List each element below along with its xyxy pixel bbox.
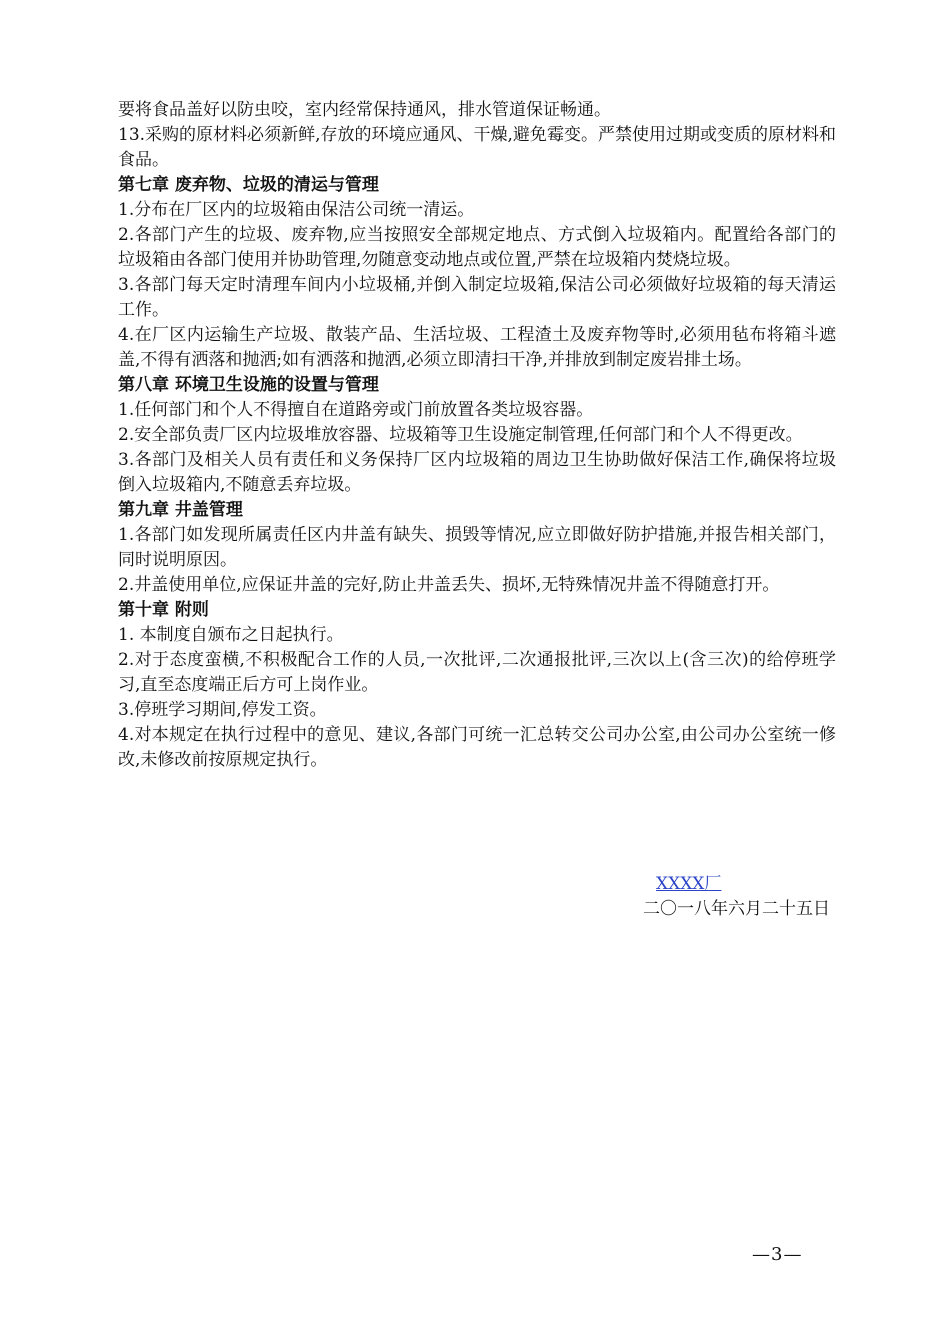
company-name: XXXX厂 xyxy=(656,874,722,894)
paragraph: 要将食品盖好以防虫咬，室内经常保持通风，排水管道保证畅通。 xyxy=(118,100,611,120)
chapter-heading: 第八章 环境卫生设施的设置与管理 xyxy=(118,375,379,395)
page-number: —3— xyxy=(752,1244,803,1265)
chapter-8 xyxy=(118,373,836,498)
paragraph: 3.各部门及相关人员有责任和义务保持厂区内垃圾箱的周边卫生协助做好保洁工作,确保将垃圾倒入垃圾箱内,不随意丢弃垃圾。 xyxy=(118,450,836,495)
chapter-9 xyxy=(118,498,836,598)
paragraph: 2.对于态度蛮横,不积极配合工作的人员,一次批评,二次通报批评,三次以上(含三次)的给停班学习,直至态度端正后方可上岗作业。 xyxy=(118,650,836,695)
paragraph: 2.各部门产生的垃圾、废弃物,应当按照安全部规定地点、方式倒入垃圾箱内。配置给各部门的垃圾箱由各部门使用并协助管理,勿随意变动地点或位置,严禁在垃圾箱内焚烧垃圾。 xyxy=(118,225,836,270)
paragraph: 2.安全部负责厂区内垃圾堆放容器、垃圾箱等卫生设施定制管理,任何部门和个人不得更改。 xyxy=(118,425,803,445)
paragraph: 3.各部门每天定时清理车间内小垃圾桶,并倒入制定垃圾箱,保洁公司必须做好垃圾箱的每天清运工作。 xyxy=(118,275,836,320)
chapter-7 xyxy=(118,173,836,373)
paragraph: 3.停班学习期间,停发工资。 xyxy=(118,700,327,720)
signature-block xyxy=(118,872,830,922)
paragraph: 4.在厂区内运输生产垃圾、散装产品、生活垃圾、工程渣土及废弃物等时,必须用毡布将箱斗遮盖,不得有洒落和抛洒;如有洒落和抛洒,必须立即清扫干净,并排放到制定废岩排土场。 xyxy=(118,325,836,370)
chapter-heading: 第七章 废弃物、垃圾的清运与管理 xyxy=(118,175,379,195)
paragraph: 2.井盖使用单位,应保证井盖的完好,防止井盖丢失、损坏,无特殊情况井盖不得随意打开。 xyxy=(118,575,780,595)
paragraph: 13.采购的原材料必须新鲜,存放的环境应通风、干燥,避免霉变。严禁使用过期或变质的原材料和食品。 xyxy=(118,125,836,170)
signature-date: 二〇一八年六月二十五日 xyxy=(643,899,830,919)
paragraph: 1.各部门如发现所属责任区内井盖有缺失、损毁等情况,应立即做好防护措施,并报告相关部门，同时说明原因。 xyxy=(118,525,836,570)
paragraph: 1.任何部门和个人不得擅自在道路旁或门前放置各类垃圾容器。 xyxy=(118,400,594,420)
chapter-10 xyxy=(118,598,836,773)
chapter-heading: 第十章 附则 xyxy=(118,600,209,620)
paragraph: 1. 本制度自颁布之日起执行。 xyxy=(118,625,344,645)
chapter-heading: 第九章 井盖管理 xyxy=(118,500,243,520)
paragraph: 4.对本规定在执行过程中的意见、建议,各部门可统一汇总转交公司办公室,由公司办公室统一修改,未修改前按原规定执行。 xyxy=(118,725,836,770)
paragraph: 1.分布在厂区内的垃圾箱由保洁公司统一清运。 xyxy=(118,200,475,220)
document-body xyxy=(118,98,836,773)
